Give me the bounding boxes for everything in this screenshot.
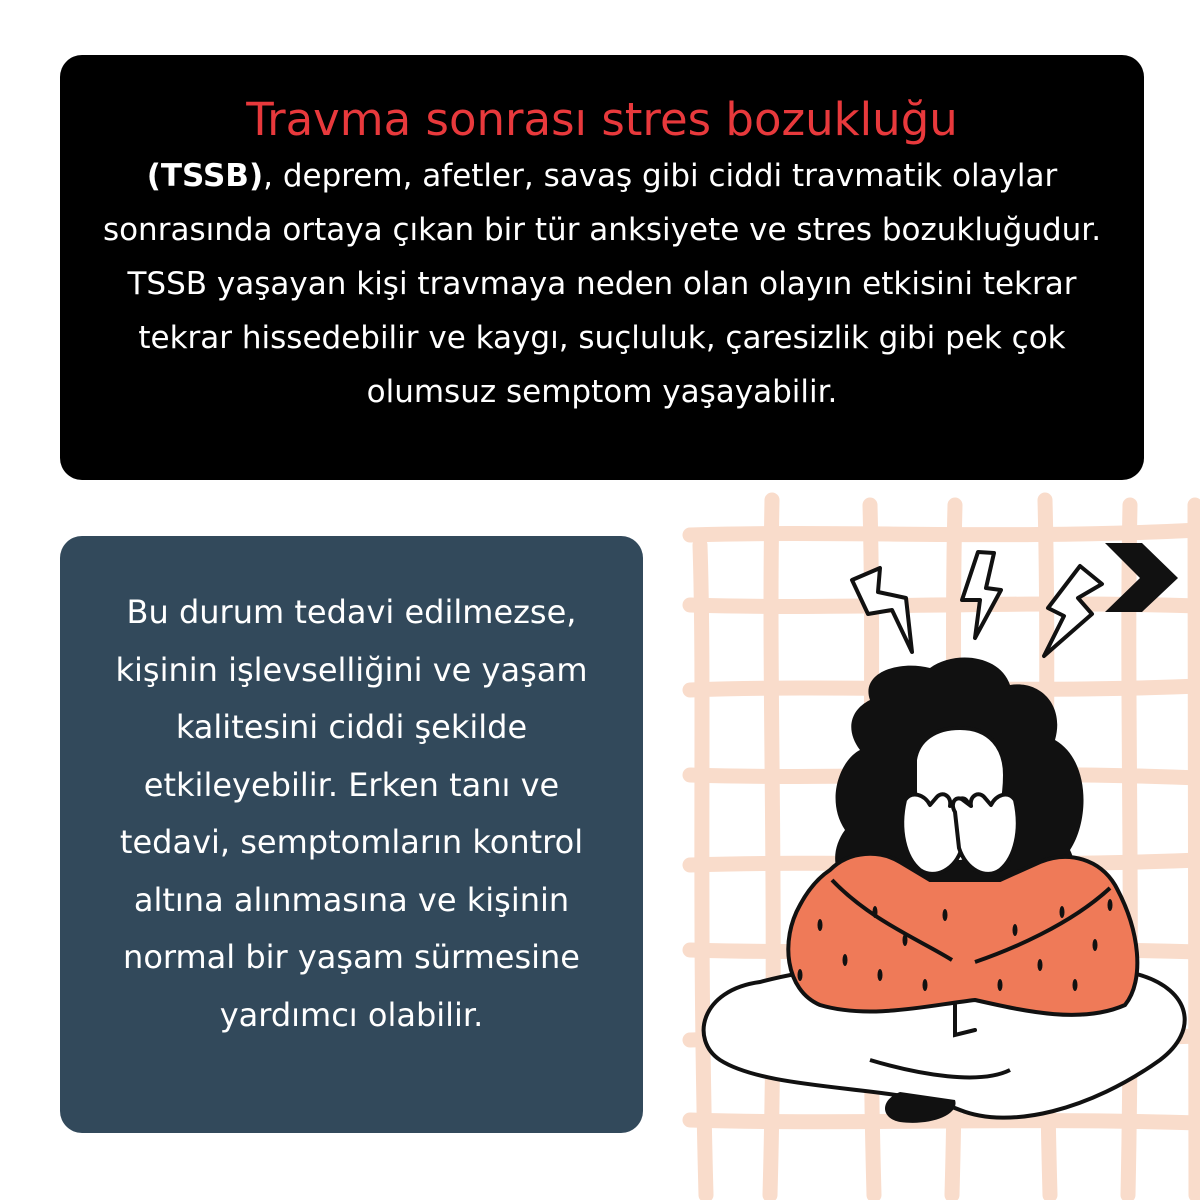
page-title: Travma sonrası stres bozukluğu <box>246 93 958 146</box>
lightning-bolt-icon <box>962 552 1001 638</box>
abbreviation-text: (TSSB) <box>146 158 264 194</box>
definition-text <box>100 149 1104 419</box>
treatment-card <box>60 536 643 1133</box>
definition-body: , deprem, afetler, savaş gibi ciddi travmatik olaylar sonrasında ortaya çıkan bir tür anksiyete ve stres bozukluğudur. TSSB yaşayan kişi travmaya neden olan olayın etkisini tekrar tekrar hissedebilir ve kaygı, suçluluk, çaresizlik gibi pek çok olumsuz semptom yaşayabilir. <box>102 158 1102 410</box>
treatment-text: Bu durum tedavi edilmezse, kişinin işlevselliğini ve yaşam kalitesini ciddi şekilde etkileyebilir. Erken tanı ve tedavi, semptomların kontrol altına alınmasına ve kişinin normal bir yaşam sürmesine yardımcı olabilir. <box>115 593 588 1034</box>
definition-card <box>60 55 1144 480</box>
stressed-woman-illustration <box>660 490 1200 1200</box>
